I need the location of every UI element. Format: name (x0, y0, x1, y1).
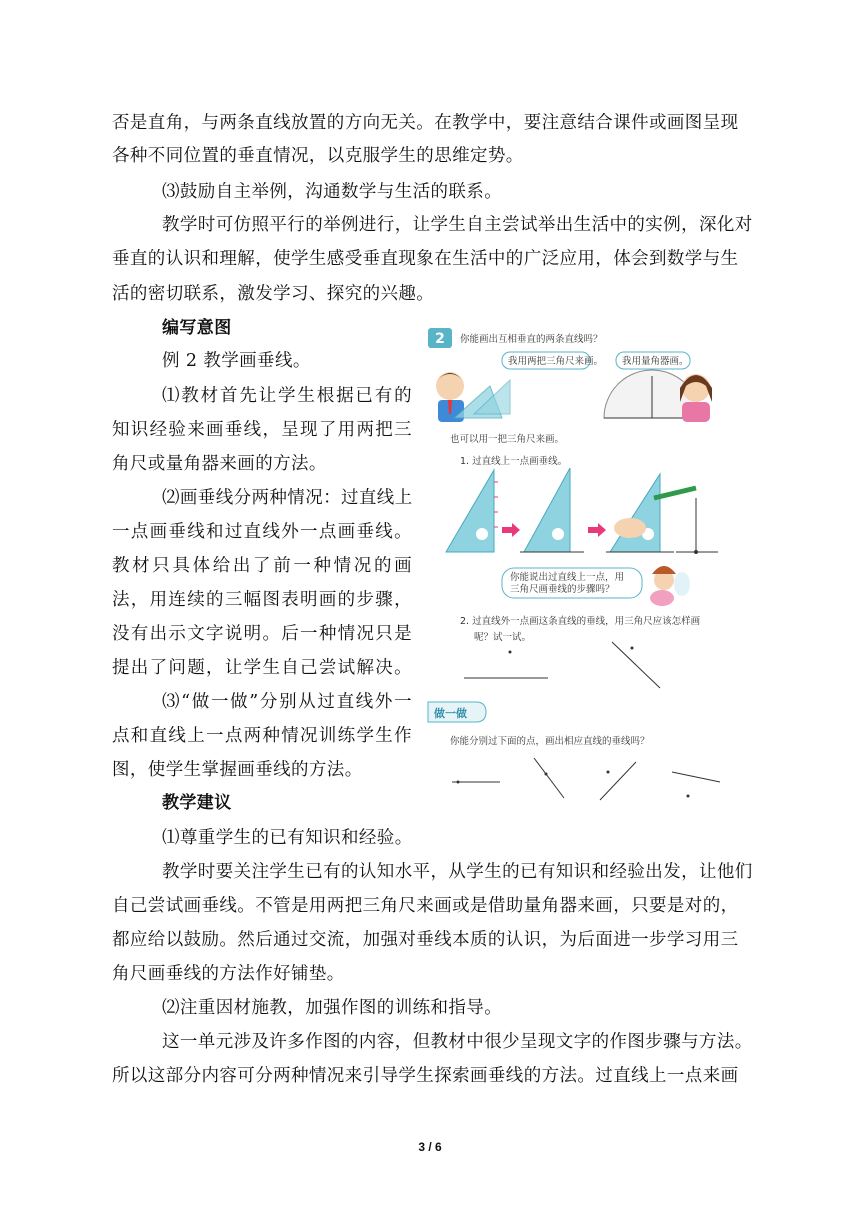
text-line: 教学时要关注学生已有的认知水平，从学生的已有知识和经验出发，让他们 (162, 862, 753, 882)
text-line: 这一单元涉及许多作图的内容，但教材中很少呈现文字的作图步骤与方法。 (162, 1032, 753, 1052)
text-line: 垂直的认识和理解，使学生感受垂直现象在生活中的广泛应用，体会到数学与生 (112, 249, 739, 269)
text-line: 都应给以鼓励。然后通过交流，加强对垂线本质的认识，为后面进一步学习用三 (112, 930, 739, 950)
text-line: 教材只具体给出了前一种情况的画 (112, 556, 412, 576)
text-line: 所以这部分内容可分两种情况来引导学生探索画垂线的方法。过直线上一点来画 (112, 1066, 739, 1086)
example-number: 2 (435, 331, 445, 347)
text-line: ⑵画垂线分两种情况：过直线上 (162, 488, 413, 508)
step-triangle-2 (520, 468, 584, 552)
text-line: 没有出示文字说明。后一种情况只是 (112, 624, 412, 644)
section-heading: 编写意图 (162, 318, 232, 338)
text-line: ⑶鼓励自主举例，沟通数学与生活的联系。 (162, 182, 503, 202)
point (631, 647, 634, 650)
step-1-text: 1. 过直线上一点画垂线。 (460, 456, 568, 467)
arrow-icon (502, 523, 520, 537)
textbook-figure (424, 322, 724, 802)
text-line: 点和直线上一点两种情况训练学生作 (112, 726, 412, 746)
step-2-text-2: 呢？试一试。 (474, 632, 532, 643)
exercise-title: 做一做 (434, 707, 467, 720)
text-line: ⑵注重因材施教，加强作图的训练和指导。 (162, 998, 503, 1018)
text-line: 例 2 教学画垂线。 (162, 351, 311, 371)
text-line: 知识经验来画垂线，呈现了用两把三 (112, 420, 412, 440)
text-line: 一点画垂线和过直线外一点画垂线。 (112, 522, 412, 542)
text-line: 角尺或量角器来画的方法。 (112, 454, 327, 474)
text-line: ⑴教材首先让学生根据已有的 (162, 386, 412, 406)
straight-line (612, 642, 660, 688)
also-text: 也可以用一把三角尺来画。 (450, 434, 565, 445)
step-triangle-1 (446, 470, 498, 552)
boy-bubble-text: 我用两把三角尺来画。 (508, 356, 604, 367)
point (509, 651, 512, 654)
figure-question: 你能画出互相垂直的两条直线吗？ (460, 334, 603, 345)
text-line: 教学时可仿照平行的举例进行，让学生自主尝试举出生活中的实例，深化对 (162, 215, 753, 235)
text-line: 角尺画垂线的方法作好铺垫。 (112, 964, 345, 984)
arrow-icon (588, 523, 606, 537)
fairy-bubble-text-1: 你能说出过直线上一点，用 (510, 572, 625, 583)
section-heading: 教学建议 (162, 793, 232, 813)
text-line: 活的密切联系，激发学习、探究的兴趣。 (112, 284, 435, 304)
text-line: ⑴尊重学生的已有知识和经验。 (162, 828, 413, 848)
girl-bubble-text: 我用量角器画。 (622, 356, 689, 367)
text-line: 各种不同位置的垂直情况，以克服学生的思维定势。 (112, 146, 524, 166)
step-2-text-1: 2. 过直线外一点画这条直线的垂线，用三角尺应该怎样画 (460, 616, 701, 627)
text-line: ⑶“做一做”分别从过直线外一 (162, 692, 412, 712)
fairy-bubble-text-2: 三角尺画垂线的步骤吗？ (510, 584, 615, 595)
page-number: 3 / 6 (418, 1140, 442, 1154)
text-line: 法，用连续的三幅图表明画的步骤， (112, 590, 412, 610)
exercise-question: 你能分别过下面的点，画出相应直线的垂线吗？ (450, 736, 650, 747)
fairy-illustration (650, 566, 690, 606)
text-line: 提出了问题，让学生自己尝试解决。 (112, 658, 412, 678)
exercise-drawings (452, 758, 720, 800)
step-triangle-3 (606, 474, 696, 552)
text-line: 自己尝试画垂线。不管是用两把三角尺来画或是借助量角器来画，只要是对的， (112, 896, 739, 916)
text-line: 否是直角，与两条直线放置的方向无关。在教学中，要注意结合课件或画图呈现 (112, 113, 739, 133)
result-perpendicular (676, 498, 718, 554)
text-line: 图，使学生掌握画垂线的方法。 (112, 760, 363, 780)
